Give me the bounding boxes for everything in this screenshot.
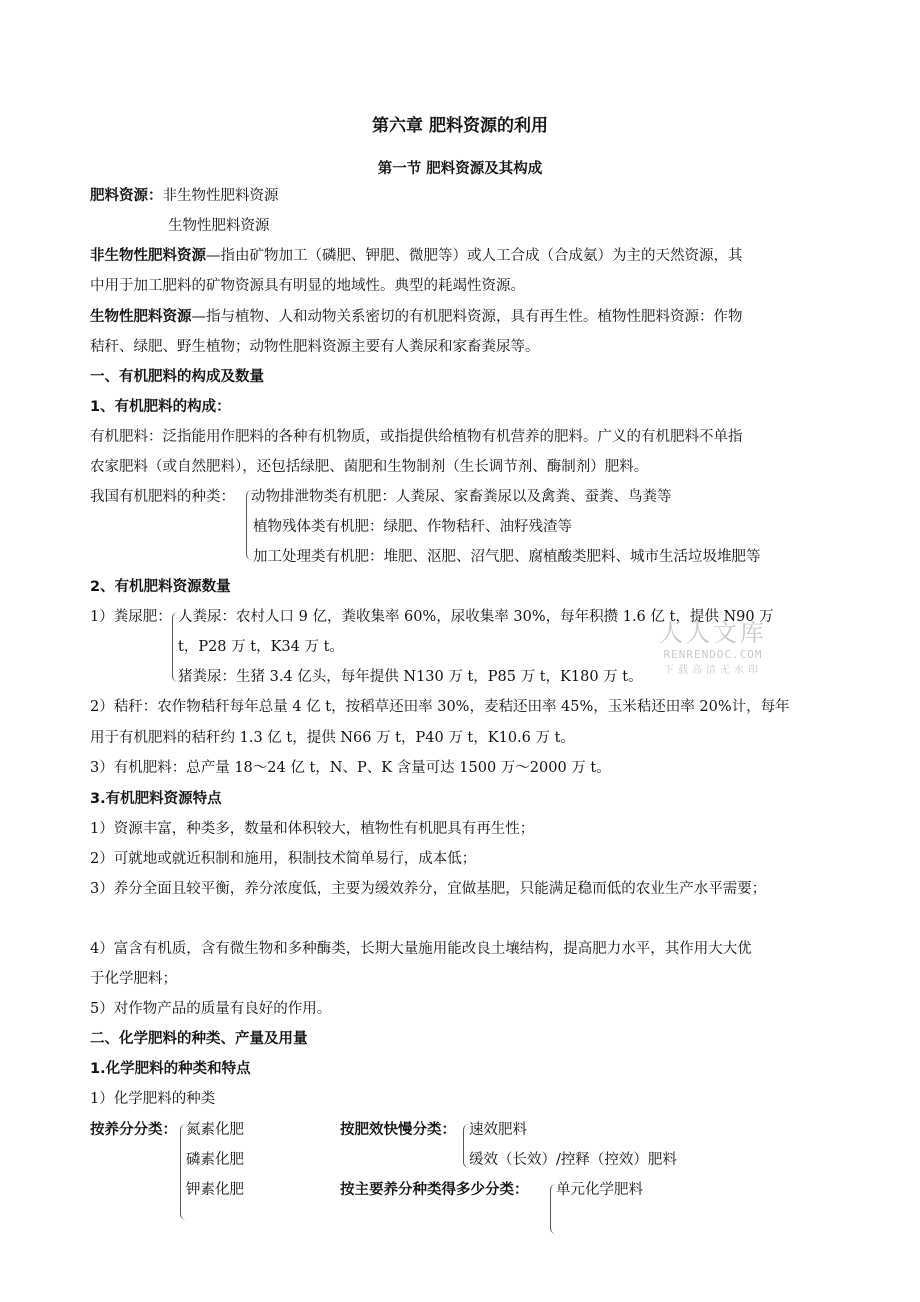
manure-human-2: t，P28 万 t，K34 万 t。 bbox=[178, 639, 344, 655]
bio-line-1 bbox=[90, 307, 743, 327]
s2-sub1a: 1）化学肥料的种类 bbox=[90, 1091, 216, 1107]
nonbio-text-2: 中用于加工肥料的矿物资源具有明显的地域性。典型的耗竭性资源。 bbox=[90, 278, 525, 294]
s1-def-2: 农家肥料（或自然肥料），还包括绿肥、菌肥和生物制剂（生长调节剂、酶制剂）肥料。 bbox=[90, 459, 649, 475]
organic-total: 3）有机肥料：总产量 18～24 亿 t，N、P、K 含量可达 1500 万～2000 万 t。 bbox=[90, 760, 611, 776]
nutrient-item: 磷素化肥 bbox=[186, 1152, 244, 1168]
speed-item: 速效肥料 bbox=[469, 1122, 527, 1138]
intro-item-1: 非生物性肥料资源 bbox=[162, 188, 279, 204]
watermark bbox=[648, 613, 778, 676]
feature-item: 1）资源丰富，种类多，数量和体积较大，植物性有机肥具有再生性； bbox=[90, 821, 535, 837]
straw-1: 2）秸秆：农作物秸秆每年总量 4 亿 t，按稻草还田率 30%，麦秸还田率 45%，玉米秸还田率 20%计，每年 bbox=[90, 699, 790, 715]
manure-human-1: 人粪尿：农村人口 9 亿，粪收集率 60%，尿收集率 30%，每年积攒 1.6 亿 t，提供 N90 万 bbox=[178, 609, 774, 625]
type-item: 动物排泄物类有机肥：人粪尿、家畜粪尿以及禽粪、蚕粪、鸟粪等 bbox=[251, 489, 672, 505]
s1-heading: 一、有机肥料的构成及数量 bbox=[90, 369, 264, 385]
s2-sub1: 1.化学肥料的种类和特点 bbox=[90, 1061, 251, 1077]
intro-item-2: 生物性肥料资源 bbox=[168, 218, 270, 234]
nutrient-item: 钾素化肥 bbox=[186, 1182, 244, 1198]
feature-5: 5）对作物产品的质量有良好的作用。 bbox=[90, 1001, 332, 1017]
nonbio-text-1: —指由矿物加工（磷肥、钾肥、微肥等）或人工合成（合成氨）为主的天然资源，其 bbox=[206, 248, 743, 264]
straw-2: 用于有机肥料的秸秆约 1.3 亿 t，提供 N66 万 t，P40 万 t，K10.6 万 t。 bbox=[90, 730, 575, 746]
feature-4-line-1: 4）富含有机质，含有微生物和多种酶类，长期大量施用能改良土壤结构，提高肥力水平，其作用大大优 bbox=[90, 941, 752, 957]
watermark-logo-text: 人人文库 bbox=[659, 619, 767, 647]
manure-pig: 猪粪尿：生猪 3.4 亿头，每年提供 N130 万 t，P85 万 t，K180 万 t。 bbox=[178, 669, 643, 685]
section-title: 第一节 肥料资源及其构成 bbox=[377, 161, 543, 177]
chapter-title: 第六章 肥料资源的利用 bbox=[372, 116, 548, 136]
nutrient-item: 氮素化肥 bbox=[186, 1122, 244, 1138]
feature-item: 3）养分全面且较平衡，养分浓度低，主要为缓效养分，宜做基肥，只能满足稳而低的农业生产水平需要； bbox=[90, 881, 767, 897]
by-nutrient-label: 按养分分类： bbox=[90, 1122, 177, 1138]
types-label: 我国有机肥料的种类： bbox=[90, 489, 235, 505]
s1-sub3: 3.有机肥料资源特点 bbox=[90, 791, 222, 807]
feature-item: 2）可就地或就近积制和施用，积制技术简单易行，成本低； bbox=[90, 851, 477, 867]
s1-sub2: 2、有机肥料资源数量 bbox=[90, 579, 231, 595]
bio-term: 生物性肥料资源 bbox=[90, 309, 192, 325]
type-item: 植物残体类有机肥：绿肥、作物秸秆、油籽残渣等 bbox=[253, 519, 572, 535]
type-item: 加工处理类有机肥：堆肥、沤肥、沼气肥、腐植酸类肥料、城市生活垃圾堆肥等 bbox=[253, 549, 761, 565]
s2-heading: 二、化学肥料的种类、产量及用量 bbox=[90, 1031, 308, 1047]
intro-label: 肥料资源： bbox=[90, 188, 163, 204]
speed-item: 缓效（长效）/控释（控效）肥料 bbox=[469, 1152, 677, 1168]
feature-4-line-2: 于化学肥料； bbox=[90, 971, 177, 987]
bio-text-2: 秸秆、绿肥、野生植物；动物性肥料资源主要有人粪尿和家畜粪尿等。 bbox=[90, 339, 540, 355]
watermark-tagline: 下载高清无水印 bbox=[664, 665, 762, 676]
nonbio-line-1 bbox=[90, 246, 743, 266]
s1-def-1: 有机肥料：泛指能用作肥料的各种有机物质，或指提供给植物有机营养的肥料。广义的有机肥料不单指 bbox=[90, 429, 743, 445]
s1-sub1: 1、有机肥料的构成： bbox=[90, 399, 231, 415]
watermark-url: RENRENDOC.COM bbox=[663, 648, 763, 661]
count-item: 单元化学肥料 bbox=[556, 1182, 643, 1198]
manure-label: 1）粪尿肥： bbox=[90, 609, 172, 625]
by-speed-label: 按肥效快慢分类： bbox=[340, 1122, 456, 1138]
by-count-label: 按主要养分种类得多少分类： bbox=[340, 1182, 529, 1198]
bio-text-1: —指与植物、人和动物关系密切的有机肥料资源，具有再生性。植物性肥料资源：作物 bbox=[191, 309, 743, 325]
nonbio-term: 非生物性肥料资源 bbox=[90, 248, 206, 264]
intro-line-1 bbox=[90, 186, 279, 206]
